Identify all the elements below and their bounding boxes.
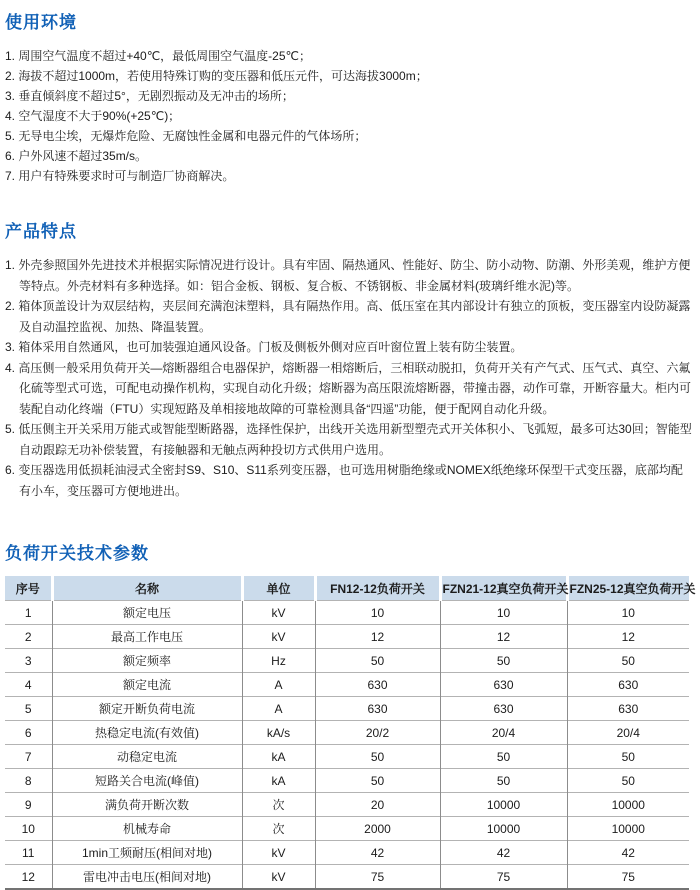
cell-fzn25: 50 — [567, 649, 689, 673]
cell-unit: kA/s — [242, 721, 315, 745]
cell-name: 热稳定电流(有效值) — [52, 721, 242, 745]
cell-fn12: 75 — [315, 865, 440, 890]
cell-fzn21: 50 — [440, 745, 567, 769]
table-row — [5, 769, 689, 793]
cell-unit: Hz — [242, 649, 315, 673]
section-title-product-features: 产品特点 — [5, 222, 77, 241]
list-item: 5. 低压侧主开关采用万能式或智能型断路器，选择性保护，出线开关选用新型塑壳式开关体积小、飞弧短，最多可达30回；智能型自动跟踪无功补偿装置，有接触器和无触点两种投切方式供用户选用。 — [5, 422, 692, 457]
cell-fn12: 20 — [315, 793, 440, 817]
cell-fzn25: 10000 — [567, 817, 689, 841]
cell-fn12: 50 — [315, 745, 440, 769]
cell-unit: kV — [242, 601, 315, 625]
cell-fzn25: 630 — [567, 697, 689, 721]
list-item: 3. 箱体采用自然通风，也可加装强迫通风设备。门板及侧板外侧对应百叶窗位置上装有防尘装置。 — [5, 340, 523, 354]
cell-fn12: 630 — [315, 697, 440, 721]
cell-unit: A — [242, 673, 315, 697]
column-header-index: 序号 — [5, 576, 52, 601]
table-row — [5, 793, 689, 817]
cell-index: 10 — [5, 817, 52, 841]
cell-fzn21: 42 — [440, 841, 567, 865]
table-row — [5, 649, 689, 673]
cell-fzn25: 75 — [567, 865, 689, 890]
cell-index: 11 — [5, 841, 52, 865]
table-row — [5, 841, 689, 865]
cell-fn12: 20/2 — [315, 721, 440, 745]
column-header-name: 名称 — [52, 576, 242, 601]
cell-fzn21: 20/4 — [440, 721, 567, 745]
cell-name: 最高工作电压 — [52, 625, 242, 649]
list-item: 6. 变压器选用低损耗油浸式全密封S9、S10、S11系列变压器，也可选用树脂绝缘或NOMEX纸绝缘环保型干式变压器，底部均配有小车，变压器可方便地进出。 — [5, 463, 683, 498]
cell-fzn25: 12 — [567, 625, 689, 649]
cell-fn12: 50 — [315, 649, 440, 673]
cell-fzn21: 10000 — [440, 793, 567, 817]
cell-name: 机械寿命 — [52, 817, 242, 841]
cell-index: 12 — [5, 865, 52, 890]
load-switch-parameters-table — [5, 576, 696, 890]
table-row — [5, 865, 689, 890]
cell-name: 额定开断负荷电流 — [52, 697, 242, 721]
usage-environment-list — [5, 46, 692, 186]
cell-fzn21: 50 — [440, 769, 567, 793]
table-row — [5, 625, 689, 649]
cell-unit: A — [242, 697, 315, 721]
section-title-usage-environment: 使用环境 — [5, 13, 77, 32]
cell-fzn25: 630 — [567, 673, 689, 697]
cell-fzn25: 20/4 — [567, 721, 689, 745]
cell-unit: kV — [242, 841, 315, 865]
cell-fzn21: 10 — [440, 601, 567, 625]
column-header-fzn25: FZN25-12真空负荷开关 — [567, 576, 689, 601]
cell-name: 动稳定电流 — [52, 745, 242, 769]
list-item: 2. 箱体顶盖设计为双层结构，夹层间充满泡沫塑料，具有隔热作用。高、低压室在其内部设计有独立的顶板，变压器室内设防凝露及自动温控监视、加热、降温装置。 — [5, 299, 691, 334]
cell-index: 1 — [5, 601, 52, 625]
cell-fzn25: 50 — [567, 769, 689, 793]
cell-index: 8 — [5, 769, 52, 793]
table-row — [5, 745, 689, 769]
cell-unit: kA — [242, 745, 315, 769]
cell-name: 满负荷开断次数 — [52, 793, 242, 817]
table-row — [5, 601, 689, 625]
cell-fzn25: 10 — [567, 601, 689, 625]
list-item: 1. 外壳参照国外先进技术并根据实际情况进行设计。具有牢固、隔热通风、性能好、防尘、防小动物、防潮、外形美观，维护方便等特点。外壳材料有多种选择。如：铝合金板、钢板、复合板、不锈钢板、非金属材料(玻璃纤维水泥)等。 — [5, 258, 691, 293]
cell-fn12: 630 — [315, 673, 440, 697]
cell-name: 额定频率 — [52, 649, 242, 673]
cell-name: 额定电压 — [52, 601, 242, 625]
cell-name: 雷电冲击电压(相间对地) — [52, 865, 242, 890]
list-item: 2. 海拔不超过1000m，若使用特殊订购的变压器和低压元件，可达海拔3000m； — [5, 69, 428, 83]
cell-fzn25: 10000 — [567, 793, 689, 817]
cell-index: 6 — [5, 721, 52, 745]
cell-index: 7 — [5, 745, 52, 769]
table-row — [5, 673, 689, 697]
product-features-list — [5, 255, 692, 501]
list-item: 4. 空气湿度不大于90%(+25℃)； — [5, 109, 181, 123]
cell-fn12: 42 — [315, 841, 440, 865]
table-header — [5, 576, 696, 601]
cell-fn12: 2000 — [315, 817, 440, 841]
cell-fn12: 12 — [315, 625, 440, 649]
list-item: 4. 高压侧一般采用负荷开关—熔断器组合电器保护，熔断器一相熔断后，三相联动脱扣，负荷开关有产气式、压气式、真空、六氟化硫等型式可选，可配电动操作机构，实现自动化升级；熔断器为高压限流熔断器，带撞击器，动作可靠，开断容量大。柜内可装配自动化终端（FTU）实现短路及单相接地故障的可靠检测具备“四遥”功能，便于配网自动化升级。 — [5, 360, 692, 416]
cell-unit: kA — [242, 769, 315, 793]
cell-unit: 次 — [242, 793, 315, 817]
cell-fzn21: 12 — [440, 625, 567, 649]
section-title-load-switch-parameters: 负荷开关技术参数 — [5, 544, 149, 563]
table-body — [5, 601, 689, 890]
cell-fn12: 10 — [315, 601, 440, 625]
cell-fzn21: 75 — [440, 865, 567, 890]
section-load-switch-parameters — [5, 539, 696, 890]
cell-name: 1min工频耐压(相间对地) — [52, 841, 242, 865]
cell-name: 额定电流 — [52, 673, 242, 697]
list-item: 6. 户外风速不超过35m/s。 — [5, 149, 148, 163]
cell-fn12: 50 — [315, 769, 440, 793]
list-item: 3. 垂直倾斜度不超过5°，无剧烈振动及无冲击的场所； — [5, 89, 294, 103]
list-item: 5. 无导电尘埃，无爆炸危险、无腐蚀性金属和电器元件的气体场所； — [5, 129, 367, 143]
cell-index: 4 — [5, 673, 52, 697]
cell-index: 2 — [5, 625, 52, 649]
column-header-unit: 单位 — [242, 576, 315, 601]
column-header-fn12: FN12-12负荷开关 — [315, 576, 440, 601]
table-header-row — [5, 576, 689, 601]
cell-index: 3 — [5, 649, 52, 673]
cell-unit: kV — [242, 865, 315, 890]
table-row — [5, 817, 689, 841]
section-usage-environment — [5, 8, 692, 186]
cell-index: 5 — [5, 697, 52, 721]
cell-index: 9 — [5, 793, 52, 817]
list-item: 1. 周围空气温度不超过+40℃，最低周围空气温度-25℃； — [5, 49, 311, 63]
table-row — [5, 721, 689, 745]
cell-fzn21: 630 — [440, 673, 567, 697]
cell-fzn21: 50 — [440, 649, 567, 673]
cell-fzn25: 50 — [567, 745, 689, 769]
section-product-features — [5, 217, 692, 501]
cell-name: 短路关合电流(峰值) — [52, 769, 242, 793]
list-item: 7. 用户有特殊要求时可与制造厂协商解决。 — [5, 169, 235, 183]
cell-fzn21: 630 — [440, 697, 567, 721]
cell-fzn21: 10000 — [440, 817, 567, 841]
table-row — [5, 697, 689, 721]
cell-unit: kV — [242, 625, 315, 649]
cell-unit: 次 — [242, 817, 315, 841]
cell-fzn25: 42 — [567, 841, 689, 865]
column-header-fzn21: FZN21-12真空负荷开关 — [440, 576, 567, 601]
